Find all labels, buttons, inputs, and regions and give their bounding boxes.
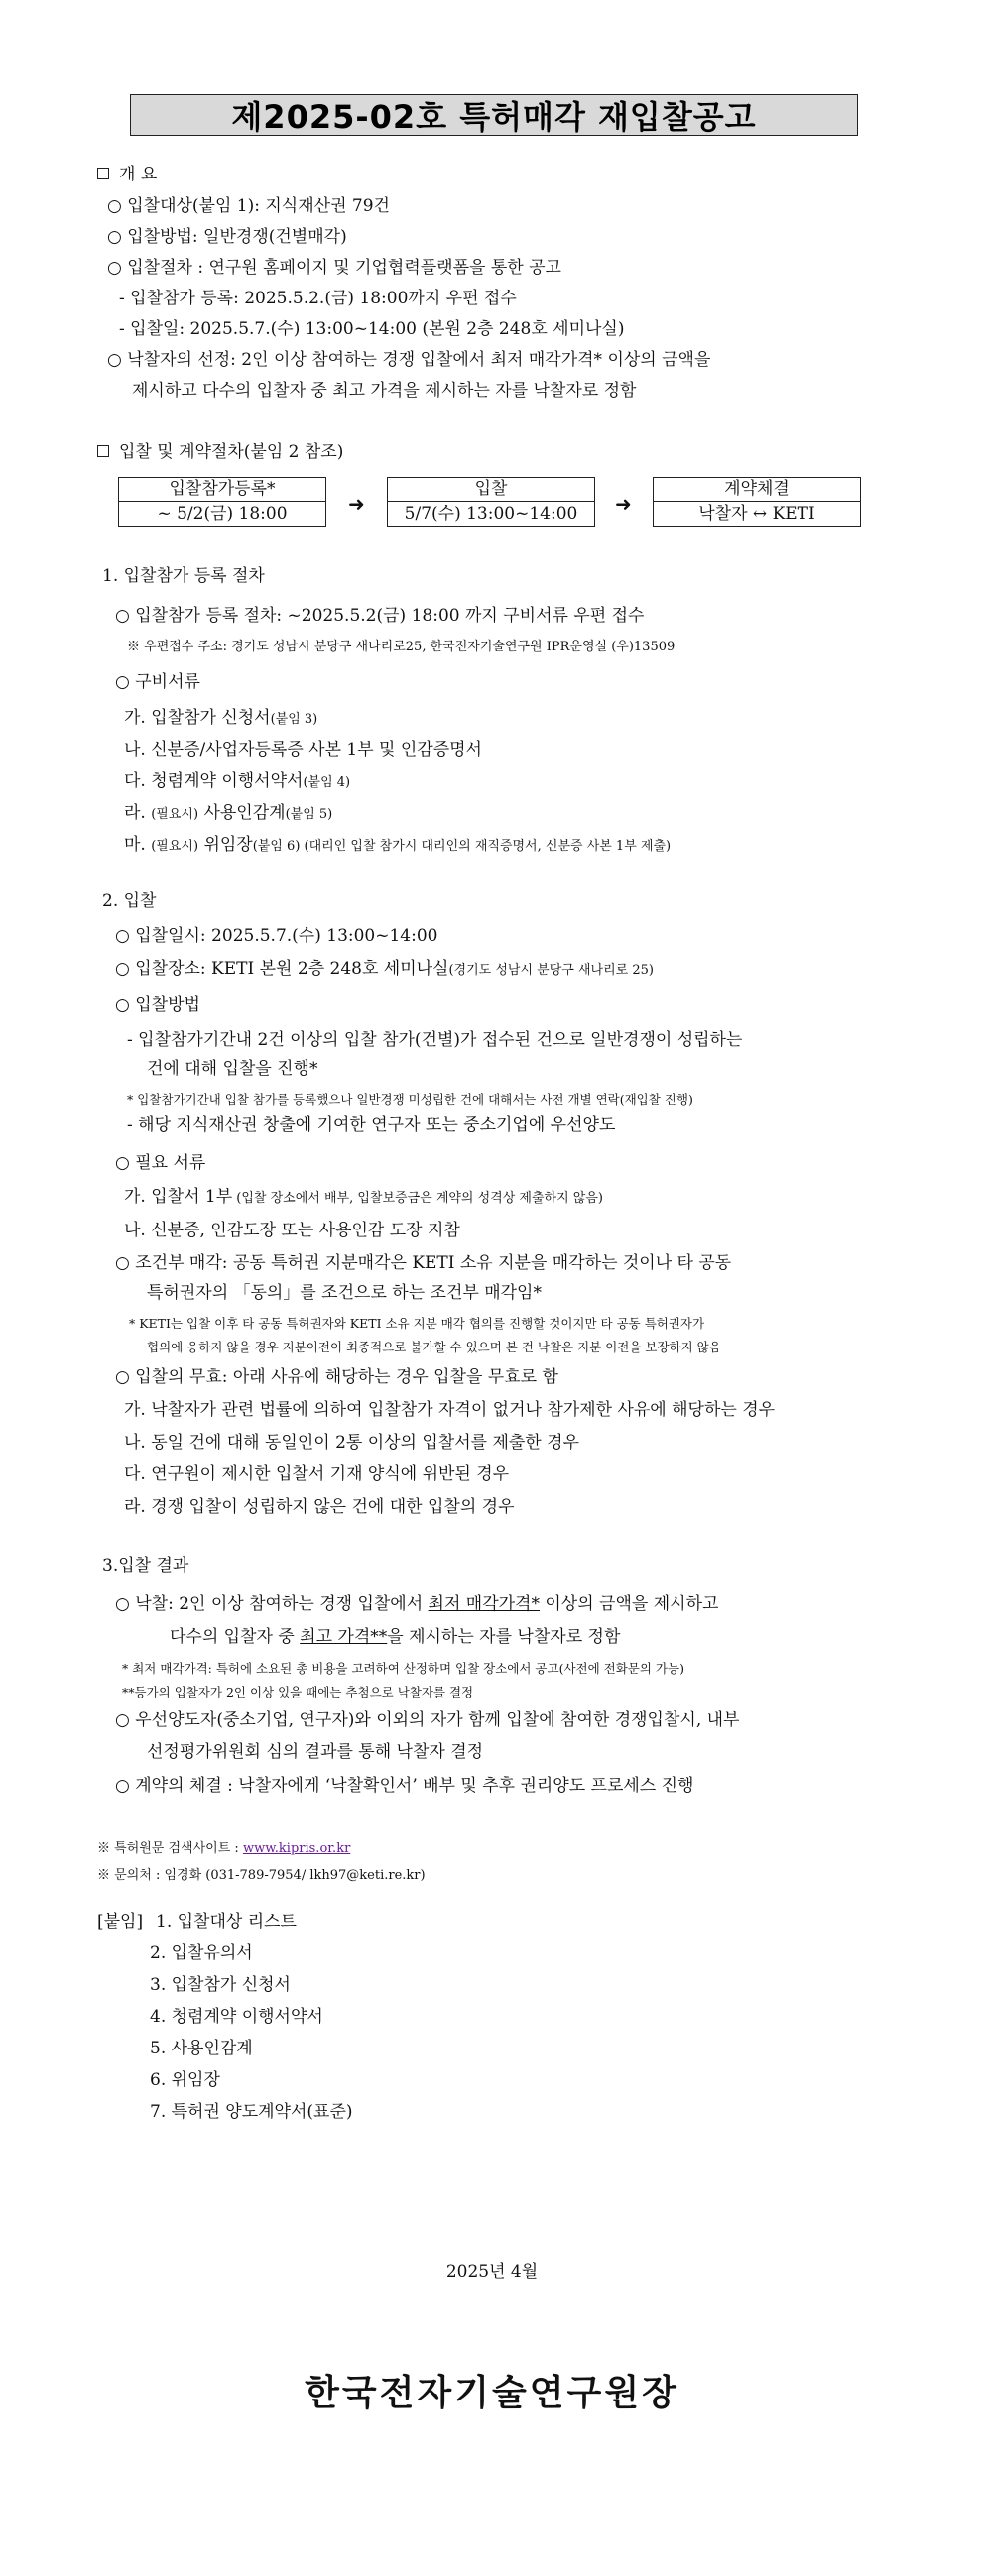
s1-doc-d: 라. (필요시) 사용인감계(붙임 5)	[124, 803, 333, 823]
page-title: 제2025-02호 특허매각 재입찰공고	[130, 94, 858, 136]
overview-bid-date: - 입찰일: 2025.5.7.(수) 13:00~14:00 (본원 2층 248호 세미나실)	[119, 319, 625, 339]
s1-doc-c: 다. 청렴계약 이행서약서(붙임 4)	[124, 771, 351, 791]
overview-target: ○ 입찰대상(붙임 1): 지식재산권 79건	[107, 196, 390, 216]
attachment-item: 5. 사용인감계	[150, 2039, 253, 2058]
s3-award-cont: 다수의 입찰자 중 최고 가격**을 제시하는 자를 낙찰자로 정함	[170, 1627, 621, 1647]
procedure-heading: 입찰 및 계약절차(붙임 2 참조)	[97, 441, 343, 463]
flow-step-title: 입찰참가등록*	[119, 478, 325, 502]
announcement-date: 2025년 4월	[445, 2262, 539, 2282]
arrow-right-icon: ➜	[615, 492, 632, 516]
overview-winner-selection: ○ 낙찰자의 선정: 2인 이상 참여하는 경쟁 입찰에서 최저 매각가격* 이상의 금액을	[107, 350, 711, 370]
s1-registration-deadline: ○ 입찰참가 등록 절차: ~2025.5.2(금) 18:00 까지 구비서류 우편 접수	[115, 606, 645, 626]
s1-doc-a: 가. 입찰참가 신청서(붙임 3)	[124, 708, 318, 728]
overview-procedure: ○ 입찰절차 : 연구원 홈페이지 및 기업협력플랫폼을 통한 공고	[107, 258, 561, 278]
s2-required-doc-b: 나. 신분증, 인감도장 또는 사용인감 도장 지참	[124, 1221, 460, 1240]
section3-heading: 3.입찰 결과	[102, 1556, 189, 1576]
overview-heading: 개 요	[97, 164, 157, 185]
s2-method-1: - 입찰참가기간내 2건 이상의 입찰 참가(건별)가 접수된 건으로 일반경쟁이 성립하는	[127, 1030, 743, 1050]
attachment-item: 4. 청렴계약 이행서약서	[150, 2007, 323, 2027]
arrow-right-icon: ➜	[348, 492, 365, 516]
s2-required-doc-a: 가. 입찰서 1부 (입찰 장소에서 배부, 입찰보증금은 계약의 성격상 제출하지 않음)	[124, 1187, 603, 1207]
flow-step-detail: 5/7(수) 13:00~14:00	[404, 504, 578, 524]
s2-conditional-note-2: 협의에 응하지 않을 경우 지분이전이 최종적으로 불가할 수 있으며 본 건 낙찰은 지분 이전을 보장하지 않음	[147, 1340, 721, 1354]
issuer-signature: 한국전자기술연구원장	[305, 2373, 679, 2413]
s2-invalid-d: 라. 경쟁 입찰이 성립하지 않은 건에 대한 입찰의 경우	[124, 1497, 515, 1517]
s2-invalid-a: 가. 낙찰자가 관련 법률에 의하여 입찰참가 자격이 없거나 참가제한 사유에 해당하는 경우	[124, 1400, 776, 1420]
s2-invalid-c: 다. 연구원이 제시한 입찰서 기재 양식에 위반된 경우	[124, 1464, 510, 1484]
s2-conditional-sale-cont: 특허권자의 「동의」를 조건으로 하는 조건부 매각임*	[147, 1283, 542, 1303]
s2-bid-location: ○ 입찰장소: KETI 본원 2층 248호 세미나실(경기도 성남시 분당구 새나리로 25)	[115, 959, 654, 979]
s2-method-heading: ○ 입찰방법	[115, 995, 200, 1015]
overview-winner-selection-cont: 제시하고 다수의 입찰자 중 최고 가격을 제시하는 자를 낙찰자로 정함	[132, 381, 637, 401]
attachment-item: 6. 위임장	[150, 2070, 220, 2090]
s2-method-note: * 입찰참가기간내 입찰 참가를 등록했으나 일반경쟁 미성립한 건에 대해서는 사전 개별 연락(재입찰 진행)	[127, 1092, 693, 1107]
s2-invalid-heading: ○ 입찰의 무효: 아래 사유에 해당하는 경우 입찰을 무효로 함	[115, 1367, 558, 1387]
attachment-item: 7. 특허권 양도계약서(표준)	[150, 2102, 353, 2122]
s3-contract: ○ 계약의 체결 : 낙찰자에게 ‘낙찰확인서’ 배부 및 추후 권리양도 프로세스 진행	[115, 1776, 694, 1796]
overview-registration: - 입찰참가 등록: 2025.5.2.(금) 18:00까지 우편 접수	[119, 289, 517, 308]
attachment-item: 2. 입찰유의서	[150, 1943, 253, 1963]
attachment-item: 3. 입찰참가 신청서	[150, 1975, 291, 1995]
s3-priority-transfer: ○ 우선양도자(중소기업, 연구자)와 이외의 자가 함께 입찰에 참여한 경쟁입찰시, 내부	[115, 1710, 740, 1730]
s2-conditional-note-1: * KETI는 입찰 이후 타 공동 특허권자와 KETI 소유 지분 매각 협의를 진행할 것이지만 타 공동 특허권자가	[129, 1316, 705, 1331]
flow-step-title: 입찰	[388, 478, 594, 502]
flow-step-title: 계약체결	[654, 478, 860, 502]
s3-note-tie: **등가의 입찰자가 2인 이상 있을 때에는 추첨으로 낙찰자를 결정	[122, 1685, 474, 1699]
flow-step-detail: 낙찰자 ↔ KETI	[698, 504, 815, 524]
flow-step-bid	[387, 477, 595, 527]
contact-info: ※ 문의처 : 임경화 (031-789-7954/ lkh97@keti.re.kr)	[97, 1868, 426, 1883]
s2-method-1-cont: 건에 대해 입찰을 진행*	[147, 1059, 318, 1079]
flow-step-registration	[118, 477, 326, 527]
attachment-label: [붙임]	[97, 1912, 144, 1932]
s2-conditional-sale: ○ 조건부 매각: 공동 특허권 지분매각은 KETI 소유 지분을 매각하는 것이나 타 공동	[115, 1253, 732, 1273]
s2-invalid-b: 나. 동일 건에 대해 동일인이 2통 이상의 입찰서를 제출한 경우	[124, 1433, 579, 1453]
kipris-link[interactable]: www.kipris.or.kr	[242, 1841, 351, 1856]
s2-method-2: - 해당 지식재산권 창출에 기여한 연구자 또는 중소기업에 우선양도	[127, 1115, 616, 1135]
s1-doc-b: 나. 신분증/사업자등록증 사본 1부 및 인감증명서	[124, 740, 482, 760]
patent-search-site: ※ 특허원문 검색사이트 : www.kipris.or.kr	[97, 1841, 351, 1856]
flow-step-contract	[653, 477, 861, 527]
flow-step-detail: ~ 5/2(금) 18:00	[157, 504, 288, 524]
s1-documents-heading: ○ 구비서류	[115, 672, 200, 692]
s2-required-docs-heading: ○ 필요 서류	[115, 1153, 206, 1173]
square-bullet-icon	[97, 445, 109, 457]
s2-bid-datetime: ○ 입찰일시: 2025.5.7.(수) 13:00~14:00	[115, 926, 438, 946]
section2-heading: 2. 입찰	[102, 891, 157, 911]
s3-award: ○ 낙찰: 2인 이상 참여하는 경쟁 입찰에서 최저 매각가격* 이상의 금액을 제시하고	[115, 1594, 719, 1614]
square-bullet-icon	[97, 168, 109, 179]
attachment-item: 1. 입찰대상 리스트	[156, 1912, 297, 1932]
s3-note-min-price: * 최저 매각가격: 특허에 소요된 총 비용을 고려하여 산정하며 입찰 장소에서 공고(사전에 전화문의 가능)	[122, 1661, 684, 1676]
s1-doc-e: 마. (필요시) 위임장(붙임 6) (대리인 입찰 참가시 대리인의 재직증명서, 신분증 사본 1부 제출)	[124, 835, 672, 855]
s3-priority-transfer-cont: 선정평가위원회 심의 결과를 통해 낙찰자 결정	[147, 1742, 484, 1762]
section1-heading: 1. 입찰참가 등록 절차	[102, 566, 265, 586]
s1-mail-address: ※ 우편접수 주소: 경기도 성남시 분당구 새나리로25, 한국전자기술연구원 IPR운영실 (우)13509	[127, 640, 676, 654]
overview-method: ○ 입찰방법: 일반경쟁(건별매각)	[107, 227, 347, 247]
